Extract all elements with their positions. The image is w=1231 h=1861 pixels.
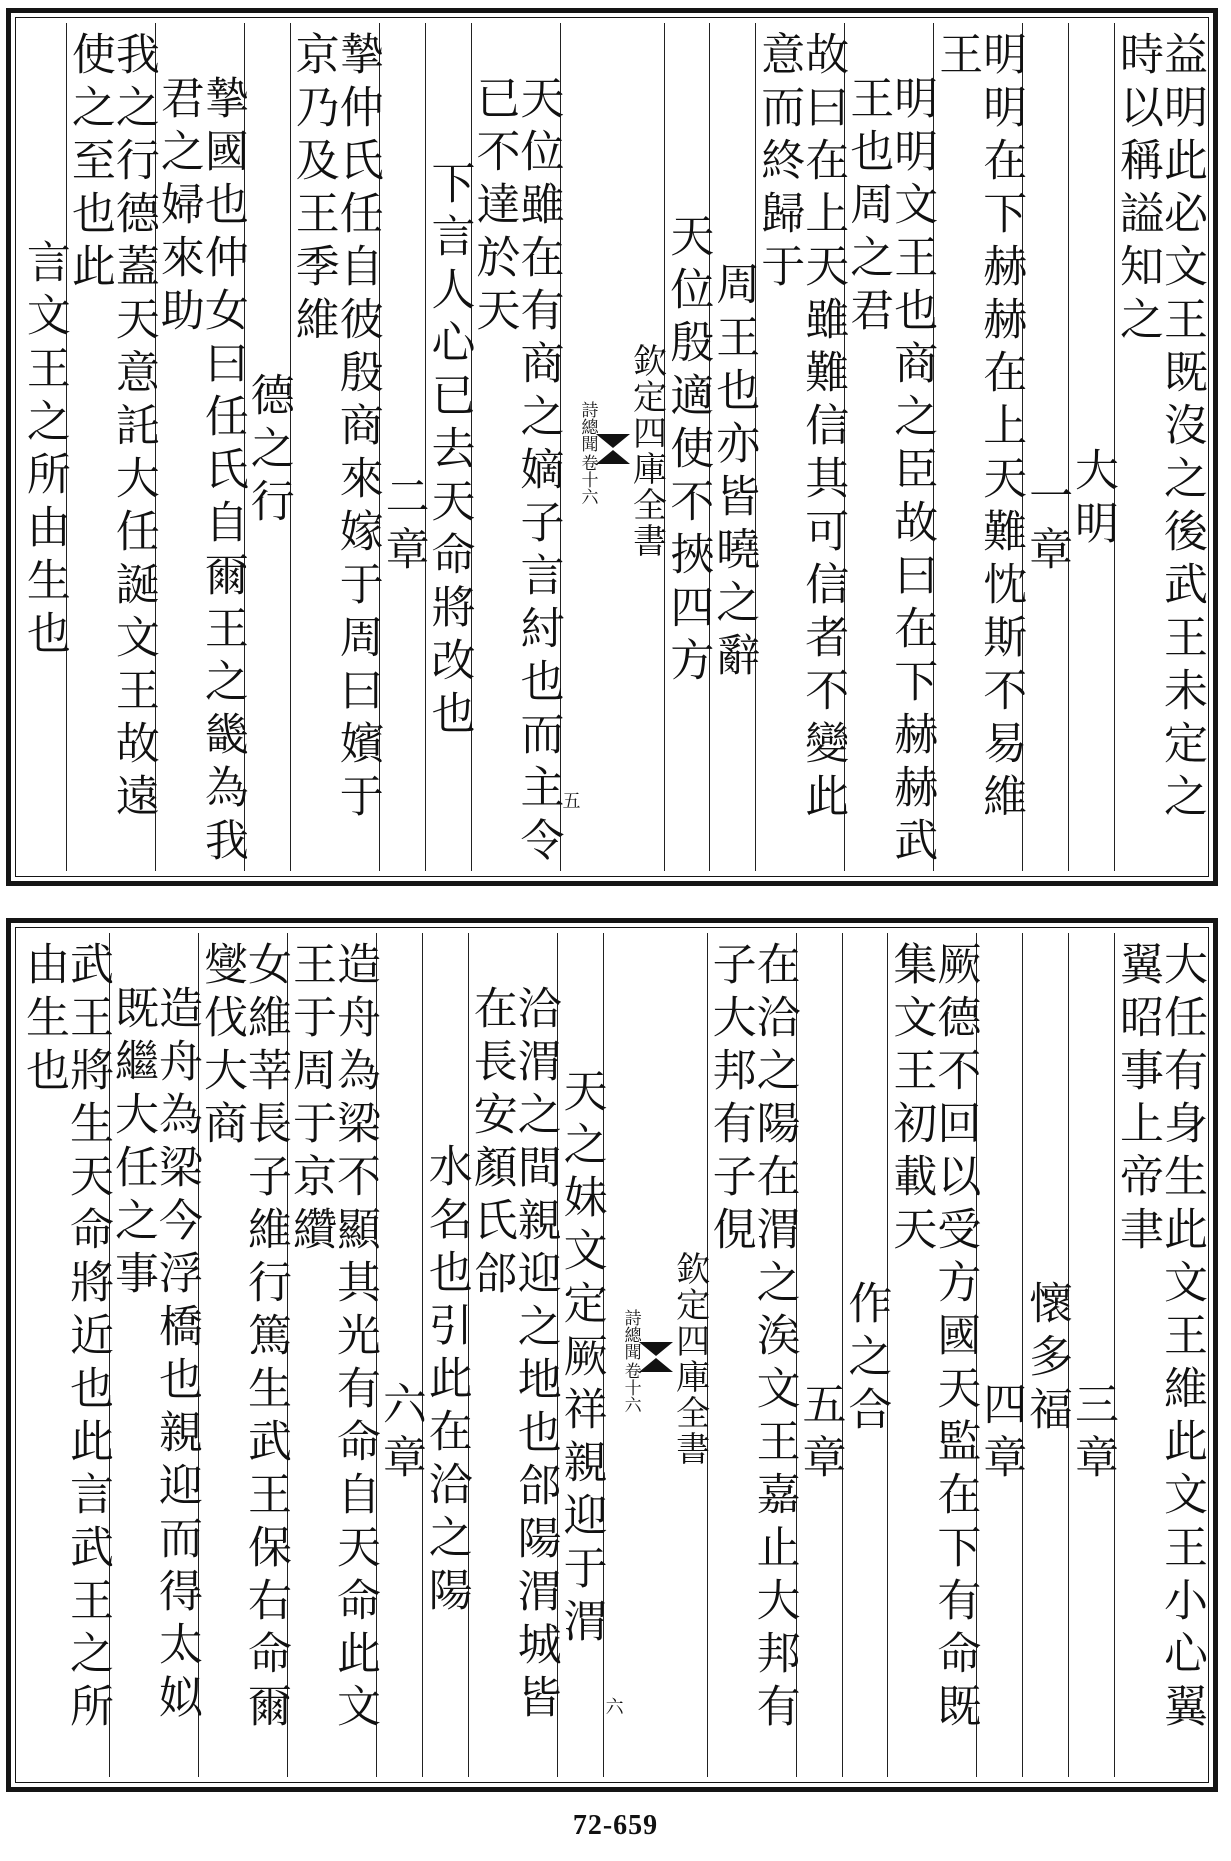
column-text: 益明此必文王既沒之後武王未定之時以稱謚知之 <box>1112 31 1207 826</box>
column-text: 摯仲氏任自彼殷商來嫁于周曰嬪于京乃及王季維 <box>287 31 383 826</box>
chapter-heading: 二章 <box>377 473 429 579</box>
bottom-columns <box>18 933 1207 1777</box>
commentary-text: 明明文王也商之臣故曰在下赫赫武王也周之君 <box>842 75 938 870</box>
volume-number: 卷十六 <box>620 1362 641 1413</box>
text-column <box>107 933 202 1777</box>
text-column <box>420 933 472 1777</box>
text-column <box>196 933 291 1777</box>
chapter-heading: 三章 <box>1067 1381 1118 1487</box>
page-number: 五 <box>559 791 581 811</box>
text-column <box>1021 933 1073 1777</box>
text-column <box>152 23 248 871</box>
text-column <box>287 23 383 871</box>
top-page <box>6 8 1218 886</box>
text-column <box>465 933 561 1777</box>
column-text: 天之妹文定厥祥親迎于渭 <box>555 1067 607 1651</box>
text-column <box>242 23 294 871</box>
text-column <box>423 23 475 871</box>
bottom-page <box>6 918 1218 1792</box>
text-column <box>704 933 800 1777</box>
center-fold <box>559 23 667 871</box>
commentary-text: 水名也引此在洽之陽 <box>420 1142 472 1620</box>
book-name: 詩總聞 <box>577 401 598 452</box>
commentary-text: 洽渭之間親迎之地也郃陽渭城皆在長安顏氏郃 <box>465 985 561 1727</box>
text-column <box>840 933 892 1777</box>
collection-title: 欽定四庫全書 <box>669 1251 710 1467</box>
text-column <box>374 933 426 1777</box>
commentary-text: 我之行德蓋天意託大任誕文王故遠使之至也此 <box>63 31 159 826</box>
text-column <box>1067 933 1118 1777</box>
column-text: 作之合 <box>840 1279 892 1439</box>
text-column <box>662 23 714 871</box>
text-column <box>18 23 70 871</box>
text-column <box>931 23 1027 871</box>
chapter-heading: 六章 <box>374 1381 426 1487</box>
column-text: 德之行 <box>242 371 294 531</box>
volume-label <box>622 1309 639 1413</box>
commentary-text: 摯國也仲女曰任氏自爾王之畿為我君之婦來助 <box>152 75 248 870</box>
column-text: 明明在下赫赫在上天難忱斯不易維王 <box>931 31 1027 826</box>
section-heading: 大明 <box>1067 447 1118 553</box>
top-columns <box>18 23 1207 871</box>
collection-title: 欽定四庫全書 <box>626 343 667 559</box>
text-column <box>468 23 564 871</box>
text-column <box>18 933 113 1777</box>
text-column <box>1112 933 1207 1777</box>
text-column <box>555 933 607 1777</box>
chapter-heading: 五章 <box>794 1381 846 1487</box>
center-fold <box>602 933 710 1777</box>
fish-tail-mark-icon <box>596 434 630 468</box>
commentary-text: 周王也亦皆曉之辭 <box>708 261 760 685</box>
commentary-text: 武王將生天命將近也此言武王之所由生也 <box>18 941 113 1736</box>
text-column <box>842 23 938 871</box>
text-column <box>377 23 429 871</box>
text-column <box>708 23 760 871</box>
volume-number: 卷十六 <box>577 454 598 505</box>
column-text: 厥德不回以受方國天監在下有命既集文王初載天 <box>885 941 981 1736</box>
column-text: 天位殷適使不挾四方 <box>662 212 714 690</box>
text-column <box>1067 23 1118 871</box>
column-text: 在洽之陽在渭之涘文王嘉止大邦有子大邦有子俔 <box>704 941 800 1736</box>
text-column <box>794 933 846 1777</box>
column-text: 懷多福 <box>1021 1279 1073 1439</box>
book-name: 詩總聞 <box>620 1309 641 1360</box>
text-column <box>753 23 849 871</box>
chapter-heading: 一章 <box>1021 473 1073 579</box>
column-text: 大任有身生此文王維此文王小心翼翼昭事上帝聿 <box>1112 941 1207 1736</box>
page-footer-code: 72-659 <box>572 1810 659 1841</box>
text-column <box>885 933 981 1777</box>
text-column <box>1021 23 1073 871</box>
text-column <box>285 933 380 1777</box>
volume-label <box>579 401 596 505</box>
commentary-text: 天位雖在有商之嫡子言紂也而主令已不達於天 <box>468 75 564 870</box>
fish-tail-mark-icon <box>639 1342 673 1376</box>
page-number: 六 <box>602 1697 624 1717</box>
chapter-heading: 四章 <box>975 1381 1027 1487</box>
commentary-text: 下言人心已去天命將改也 <box>423 159 475 743</box>
commentary-text: 故曰在上天雖難信其可信者不變此意而終歸于 <box>753 31 849 826</box>
text-column <box>1112 23 1207 871</box>
column-text: 女維莘長子維行篤生武王保右命爾燮伐大商 <box>196 941 291 1736</box>
text-column <box>975 933 1027 1777</box>
commentary-text: 言文王之所由生也 <box>18 239 70 663</box>
commentary-text: 造舟為梁今浮橋也親迎而得太姒既繼大任之事 <box>107 985 202 1727</box>
column-text: 造舟為梁不顯其光有命自天命此文王于周于京纘 <box>285 941 380 1736</box>
text-column <box>63 23 159 871</box>
